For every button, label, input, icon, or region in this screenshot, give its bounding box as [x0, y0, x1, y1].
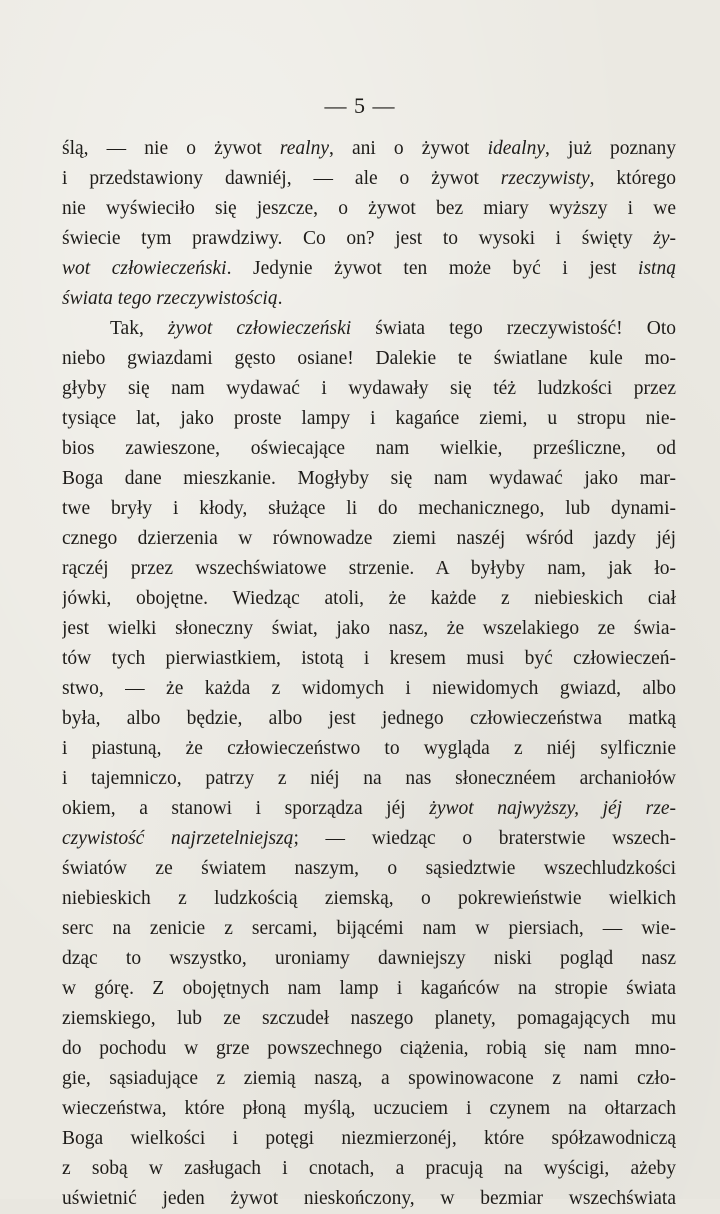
text-segment: ziemskiego, lub ze szczudeł naszego planety, pomagających mu — [62, 1008, 676, 1029]
text-line — [62, 734, 676, 764]
text-segment: dząc to wszystko, uroniamy dawniejszy niski pogląd nasz — [62, 948, 676, 969]
italic-text: realny — [279, 138, 329, 159]
text-line — [62, 284, 676, 314]
text-segment: tysiące lat, jako proste lampy i kagańce ziemi, u stropu nie- — [62, 408, 676, 429]
text-line — [62, 854, 676, 884]
text-line — [62, 1034, 676, 1064]
text-line — [62, 764, 676, 794]
text-segment: Boga wielkości i potęgi niezmierzonéj, które spółzawodniczą — [62, 1128, 676, 1149]
text-line — [62, 1184, 676, 1214]
text-line — [62, 374, 676, 404]
text-line — [62, 344, 676, 374]
text-line — [62, 524, 676, 554]
text-line — [62, 944, 676, 974]
text-line — [62, 134, 676, 164]
text-line — [62, 494, 676, 524]
italic-text: żywot najwyższy, jéj rze- — [429, 798, 676, 819]
text-line — [62, 554, 676, 584]
text-segment: w górę. Z obojętnych nam lamp i kagańców na stropie świata — [62, 978, 676, 999]
text-segment: stwo, — że każda z widomych i niewidomych gwiazd, albo — [62, 678, 676, 699]
text-line — [62, 404, 676, 434]
body-text — [62, 134, 676, 1214]
text-line — [62, 464, 676, 494]
text-segment: nie wyświeciło się jeszcze, o żywot bez miary wyższy i we — [62, 198, 676, 219]
italic-text: wot człowieczeński — [62, 258, 227, 279]
text-line — [62, 914, 676, 944]
text-segment: z sobą w zasługach i cnotach, a pracują na wyścigi, ażeby — [62, 1158, 676, 1179]
text-line — [62, 584, 676, 614]
text-line — [62, 1004, 676, 1034]
text-line — [62, 884, 676, 914]
text-line — [62, 254, 676, 284]
text-line — [62, 824, 676, 854]
text-segment: serc na zenicie z sercami, bijącémi nam w piersiach, — wie- — [62, 918, 676, 939]
text-segment: i przedstawiony dawniéj, — ale o żywot — [62, 168, 501, 189]
text-segment: . — [277, 288, 283, 309]
text-line — [62, 644, 676, 674]
text-line — [62, 194, 676, 224]
text-segment: , którego — [589, 168, 676, 189]
text-segment: do pochodu w grze powszechnego ciążenia, robią się nam mno- — [62, 1038, 676, 1059]
text-segment: światów ze światem naszym, o sąsiedztwie wszechludzkości — [62, 858, 676, 879]
text-line — [62, 1094, 676, 1124]
text-segment: bios zawieszone, oświecające nam wielkie, prześliczne, od — [62, 438, 676, 459]
text-segment: gie, sąsiadujące z ziemią naszą, a spowinowacone z nami czło- — [62, 1068, 676, 1089]
text-line — [62, 794, 676, 824]
italic-text: istną — [638, 258, 676, 279]
italic-text: rzeczywisty — [500, 168, 590, 189]
text-line — [62, 704, 676, 734]
text-segment: wieczeństwa, które płoną myślą, uczuciem i czynem na ołtarzach — [62, 1098, 676, 1119]
text-segment: cznego dzierzenia w równowadze ziemi naszéj wśród jazdy jéj — [62, 528, 676, 549]
text-segment: głyby się nam wydawać i wydawały się téż ludzkości przez — [62, 378, 676, 399]
text-segment: świata tego rzeczywistość! Oto — [351, 318, 676, 339]
text-segment: jówki, obojętne. Wiedząc atoli, że każde z niebieskich ciał — [62, 588, 676, 609]
italic-text: żywot człowieczeński — [167, 318, 352, 339]
italic-text: czywistość najrzetelniejszą — [62, 828, 294, 849]
text-line — [62, 614, 676, 644]
text-line — [62, 1154, 676, 1184]
text-segment: niebieskich z ludzkością ziemską, o pokrewieństwie wielkich — [62, 888, 676, 909]
text-segment: uświetnić jeden żywot nieskończony, w bezmiar wszechświata — [62, 1188, 676, 1209]
text-segment: Boga dane mieszkanie. Mogłyby się nam wydawać jako mar- — [62, 468, 676, 489]
text-segment: i piastuną, że człowieczeństwo to wygląda z niéj sylficznie — [62, 738, 676, 759]
text-segment: Tak, — [110, 318, 168, 339]
text-segment: . Jedynie żywot ten może być i jest — [226, 258, 639, 279]
text-segment: okiem, a stanowi i sporządza jéj — [62, 798, 430, 819]
text-segment: ; — wiedząc o braterstwie wszech- — [293, 828, 676, 849]
text-line — [62, 164, 676, 194]
text-segment: świecie tym prawdziwy. Co on? jest to wysoki i święty — [62, 228, 654, 249]
text-line — [62, 314, 676, 344]
italic-text: świata tego rzeczywistością — [62, 288, 278, 309]
text-segment: jest wielki słoneczny świat, jako nasz, że wszelakiego ze świa- — [62, 618, 676, 639]
text-segment: tów tych pierwiastkiem, istotą i kresem musi być człowieczeń- — [62, 648, 676, 669]
text-segment: ślą, — nie o żywot — [62, 138, 280, 159]
text-segment: rączéj przez wszechświatowe strzenie. A byłyby nam, jak ło- — [62, 558, 676, 579]
text-segment: twe bryły i kłody, służące li do mechanicznego, lub dynami- — [62, 498, 676, 519]
text-line — [62, 1124, 676, 1154]
italic-text: ży- — [653, 228, 676, 249]
text-segment: i tajemniczo, patrzy z niéj na nas słonecznéem archaniołów — [62, 768, 676, 789]
text-line — [62, 224, 676, 254]
text-segment: niebo gwiazdami gęsto osiane! Dalekie te światlane kule mo- — [62, 348, 676, 369]
text-segment: była, albo będzie, albo jest jednego człowieczeństwa matką — [62, 708, 676, 729]
page-number: — 5 — — [324, 93, 396, 118]
italic-text: idealny — [487, 138, 545, 159]
text-line — [62, 674, 676, 704]
text-line — [62, 1064, 676, 1094]
text-segment: , ani o żywot — [328, 138, 488, 159]
text-segment: , już poznany — [545, 138, 676, 159]
text-line — [62, 434, 676, 464]
text-line — [62, 974, 676, 1004]
